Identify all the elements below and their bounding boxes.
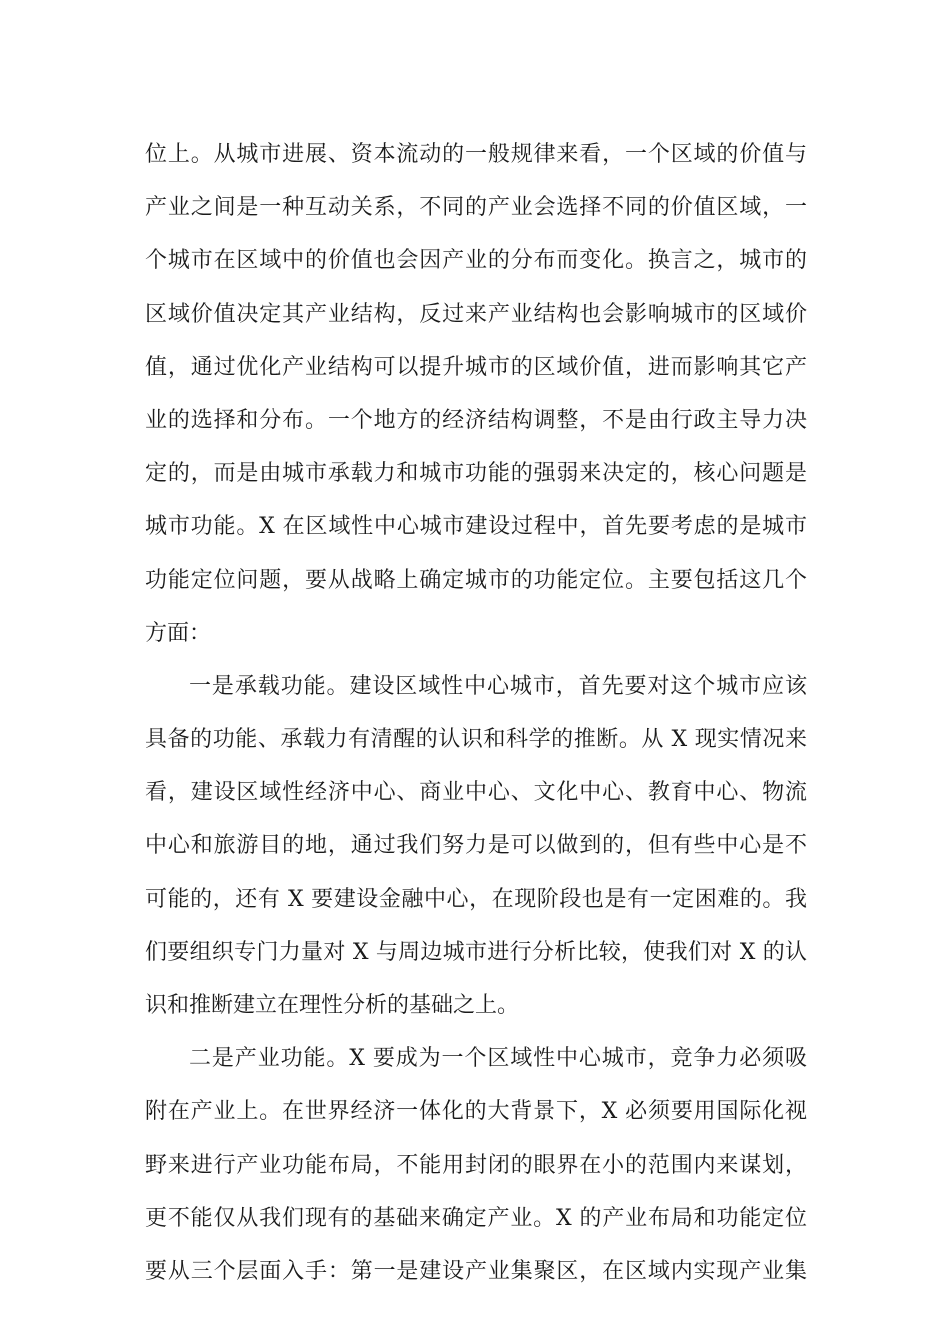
text-line: 位上。从城市进展、资本流动的一般规律来看，一个区域的价值与 (145, 142, 807, 167)
text-line: 城市功能。X 在区域性中心城市建设过程中，首先要考虑的是城市 (145, 514, 807, 540)
text-line: 识和推断建立在理性分析的基础之上。 (145, 993, 520, 1018)
text-line: 要从三个层面入手：第一是建设产业集聚区，在区域内实现产业集 (145, 1258, 807, 1284)
text-line: 个城市在区域中的价值也会因产业的分布而变化。换言之，城市的 (145, 248, 807, 274)
text-line: 产业之间是一种互动关系，不同的产业会选择不同的价值区域，一 (145, 195, 807, 221)
text-line: 方面： (145, 620, 212, 646)
text-line: 功能定位问题，要从战略上确定城市的功能定位。主要包括这几个 (145, 567, 807, 593)
text-line: 附在产业上。在世界经济一体化的大背景下，X 必须要用国际化视 (145, 1099, 807, 1125)
text-line: 野来进行产业功能布局，不能用封闭的眼界在小的范围内来谋划， (145, 1152, 807, 1178)
text-line: 值，通过优化产业结构可以提升城市的区域价值，进而影响其它产 (145, 354, 807, 380)
text-line: 区域价值决定其产业结构，反过来产业结构也会影响城市的区域价 (145, 301, 807, 327)
text-line: 们要组织专门力量对 X 与周边城市进行分析比较，使我们对 X 的认 (145, 939, 807, 965)
text-line: 业的选择和分布。一个地方的经济结构调整，不是由行政主导力决 (145, 407, 807, 433)
document-body (145, 128, 807, 1298)
text-line: 具备的功能、承载力有清醒的认识和科学的推断。从 X 现实情况来 (145, 727, 807, 753)
paragraph-first-line: 一是承载功能。建设区域性中心城市，首先要对这个城市应该 (189, 673, 807, 699)
paragraph-first-line: 二是产业功能。X 要成为一个区域性中心城市，竞争力必须吸 (189, 1046, 807, 1072)
text-line: 看，建设区域性经济中心、商业中心、文化中心、教育中心、物流 (145, 780, 807, 806)
text-line: 中心和旅游目的地，通过我们努力是可以做到的，但有些中心是不 (145, 833, 807, 859)
text-line: 可能的，还有 X 要建设金融中心，在现阶段也是有一定困难的。我 (145, 886, 807, 912)
text-line: 定的，而是由城市承载力和城市功能的强弱来决定的，核心问题是 (145, 461, 807, 487)
text-line: 更不能仅从我们现有的基础来确定产业。X 的产业布局和功能定位 (145, 1205, 807, 1231)
